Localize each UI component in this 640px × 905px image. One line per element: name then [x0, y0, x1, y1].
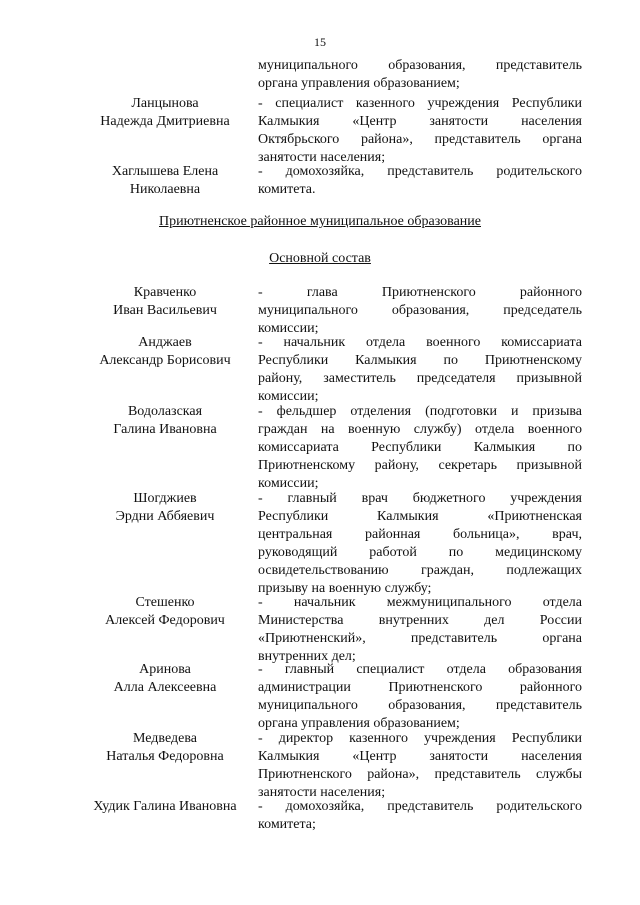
- description-line: Калмыкия «Центр занятости населения: [258, 749, 582, 764]
- description-line: органа управления образованием;: [258, 76, 460, 91]
- description-line: - домохозяйка, представитель родительского: [258, 799, 582, 814]
- member-description: [258, 95, 582, 167]
- name-line: Алексей Федорович: [105, 613, 225, 628]
- description-line: комиссии;: [258, 476, 319, 491]
- description-line: комиссариата Республики Калмыкия по: [258, 440, 582, 455]
- description-line: - глава Приютненского районного: [258, 285, 582, 300]
- member-name: [60, 95, 270, 131]
- member-name: [60, 403, 270, 439]
- member-name: [60, 490, 270, 526]
- name-line: Галина Ивановна: [113, 422, 217, 437]
- description-line: - начальник отдела военного комиссариата: [258, 335, 582, 350]
- member-name: [60, 594, 270, 630]
- description-line: внутренних дел;: [258, 649, 356, 664]
- member-name: [60, 163, 270, 199]
- description-line: Октябрьского района», представитель органа: [258, 132, 582, 147]
- description-line: Республики Калмыкия по Приютненскому: [258, 353, 582, 368]
- composition-heading: Основной состав: [269, 251, 371, 266]
- description-line: комиссии;: [258, 389, 319, 404]
- name-line: Кравченко: [133, 285, 197, 300]
- description-line: - фельдшер отделения (подготовки и призыва: [258, 404, 582, 419]
- description-line: - главный врач бюджетного учреждения: [258, 491, 582, 506]
- description-line: центральная районная больница», врач,: [258, 527, 582, 542]
- description-line: освидетельствованию граждан, подлежащих: [258, 563, 582, 578]
- member-description: [258, 490, 582, 598]
- name-line: Николаевна: [129, 182, 201, 197]
- description-line: призыву на военную службу;: [258, 581, 432, 596]
- description-line: - директор казенного учреждения Республики: [258, 731, 582, 746]
- name-line: Шогджиев: [133, 491, 197, 506]
- member-name: [70, 798, 260, 816]
- name-line: Худик Галина Ивановна: [93, 799, 237, 814]
- description-line: муниципального образования, представитель: [258, 58, 582, 73]
- description-line: комиссии;: [258, 321, 319, 336]
- description-line: муниципального образования, председатель: [258, 303, 582, 318]
- description-line: комитета;: [258, 817, 316, 832]
- description-line: «Приютненский», представитель органа: [258, 631, 582, 646]
- description-line: администрации Приютненского районного: [258, 680, 582, 695]
- description-line: Калмыкия «Центр занятости населения: [258, 114, 582, 129]
- description-line: Республики Калмыкия «Приютненская: [258, 509, 582, 524]
- name-line: Аринова: [139, 662, 191, 677]
- name-line: Стешенко: [135, 595, 195, 610]
- description-line: муниципального образования, представитель: [258, 698, 582, 713]
- member-description: [258, 163, 582, 199]
- description-line: занятости населения;: [258, 785, 386, 800]
- description-line: органа управления образованием;: [258, 716, 460, 731]
- description-line: - главный специалист отдела образования: [258, 662, 582, 677]
- municipality-heading: Приютненское районное муниципальное образование: [159, 214, 481, 229]
- name-line: Наталья Федоровна: [106, 749, 224, 764]
- member-name: [60, 334, 270, 370]
- name-line: Александр Борисович: [99, 353, 231, 368]
- member-description: [258, 661, 582, 733]
- member-name: [60, 284, 270, 320]
- name-line: Надежда Дмитриевна: [100, 114, 230, 129]
- name-line: Иван Васильевич: [113, 303, 217, 318]
- description-line: - специалист казенного учреждения Республики: [258, 96, 582, 111]
- description-line: Министерства внутренних дел России: [258, 613, 582, 628]
- name-line: Водолазская: [127, 404, 203, 419]
- member-name: [60, 730, 270, 766]
- description-line: занятости населения;: [258, 150, 386, 165]
- description-line: - домохозяйка, представитель родительского: [258, 164, 582, 179]
- name-line: Алла Алексеевна: [113, 680, 217, 695]
- page-number: 15: [314, 35, 326, 49]
- name-line: Ланцынова: [131, 96, 199, 111]
- member-description: [258, 798, 582, 834]
- member-description: [258, 334, 582, 406]
- member-description: [258, 730, 582, 802]
- description-line: руководящий работой по медицинскому: [258, 545, 582, 560]
- member-description: [258, 57, 582, 93]
- member-name: [60, 661, 270, 697]
- name-line: Эрдни Аббяевич: [115, 509, 215, 524]
- member-description: [258, 594, 582, 666]
- description-line: Приютненскому району, секретарь призывной: [258, 458, 582, 473]
- description-line: Приютненского района», представитель службы: [258, 767, 582, 782]
- name-line: Хаглышева Елена: [111, 164, 219, 179]
- description-line: району, заместитель председателя призывной: [258, 371, 582, 386]
- description-line: - начальник межмуниципального отдела: [258, 595, 582, 610]
- name-line: Медведева: [133, 731, 197, 746]
- member-description: [258, 284, 582, 338]
- member-description: [258, 403, 582, 493]
- description-line: комитета.: [258, 182, 316, 197]
- description-line: граждан на военную службу) отдела военного: [258, 422, 582, 437]
- name-line: Анджаев: [138, 335, 192, 350]
